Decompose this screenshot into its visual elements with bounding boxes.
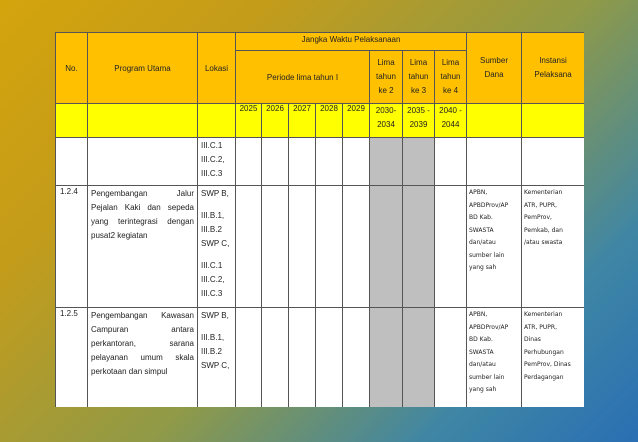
instansi-line: Kementerian — [524, 189, 563, 196]
cell-2029 — [343, 308, 370, 408]
row-lokasi — [198, 138, 236, 186]
cell-range-4 — [435, 186, 467, 308]
cell-2026 — [262, 308, 289, 408]
cell-2025 — [236, 138, 262, 186]
sumber-line: yang sah — [469, 386, 497, 393]
lokasi-gap — [201, 201, 235, 209]
cell-2029 — [343, 138, 370, 186]
sumber-line: APBDProv/AP — [469, 201, 509, 209]
cell-range-2 — [370, 308, 403, 408]
sumber-line: dan/atau — [469, 361, 496, 368]
header-sumber-dana — [467, 33, 522, 104]
row-sumber — [467, 186, 522, 308]
lokasi-line: SWP C, — [201, 239, 230, 248]
cell-2028 — [316, 308, 343, 408]
row-sumber — [467, 308, 522, 408]
instansi-line: ATR, PUPR, — [524, 323, 557, 331]
row-lokasi — [198, 308, 236, 408]
sumber-line: sumber lain — [469, 251, 505, 259]
header-jangka-waktu: Jangka Waktu Pelaksanaan — [236, 33, 467, 51]
range4-line1: 2040 - — [439, 106, 462, 115]
cell-2026 — [262, 186, 289, 308]
sumber-line: APBN, — [469, 311, 488, 318]
row-program: Pengembangan Kawasan Campuran antara perkantoran, sarana pelayanan umum skala perkotaan dan simpul — [88, 308, 198, 408]
lokasi-line: SWP B, — [201, 311, 229, 320]
cell-2027 — [289, 186, 316, 308]
header-lima-tahun-2 — [370, 51, 403, 104]
range2-line1: 2030- — [375, 106, 397, 115]
lima3-line1: Lima — [409, 58, 428, 67]
year-no-blank — [56, 104, 88, 138]
table-row — [56, 138, 585, 186]
range3-line1: 2035 - — [407, 106, 430, 115]
sumber-line: BD Kab. — [469, 214, 493, 221]
cell-2028 — [316, 186, 343, 308]
instansi-line: ATR, PUPR, — [524, 201, 557, 209]
cell-range-3 — [403, 138, 435, 186]
lima2-line2: tahun — [375, 72, 397, 81]
year-program-blank — [88, 104, 198, 138]
lokasi-line: III.C.2, — [201, 275, 225, 284]
row-no: 1.2.4 — [56, 186, 88, 308]
row-instansi — [522, 186, 585, 308]
row-lokasi — [198, 186, 236, 308]
header-lima-tahun-4 — [435, 51, 467, 104]
header-instansi-line1: Instansi — [539, 56, 567, 65]
sumber-line: dan/atau — [469, 239, 496, 246]
lima3-line3: ke 3 — [410, 86, 427, 95]
row-sumber — [467, 138, 522, 186]
instansi-line: PemProv, — [524, 214, 552, 221]
instansi-line: Perhubungan — [524, 348, 564, 356]
sumber-line: SWASTA — [469, 348, 494, 356]
instansi-line: Perdagangan — [524, 373, 564, 381]
header-lokasi: Lokasi — [198, 33, 236, 104]
lima4-line3: ke 4 — [442, 86, 459, 95]
header-sumber-line1: Sumber — [479, 56, 508, 65]
lima4-line1: Lima — [441, 58, 460, 67]
cell-2029 — [343, 186, 370, 308]
year-2025: 2025 — [236, 104, 262, 138]
lokasi-gap — [201, 323, 235, 331]
header-lima-tahun-3 — [403, 51, 435, 104]
range2-line2: 2034 — [377, 120, 395, 129]
range4-line2: 2044 — [441, 120, 460, 129]
header-instansi-line2: Pelaksana — [534, 70, 572, 79]
document-page — [55, 32, 584, 407]
sumber-line: sumber lain — [469, 373, 505, 381]
year-range-3 — [403, 104, 435, 138]
sumber-line: SWASTA — [469, 226, 494, 234]
range3-line2: 2039 — [409, 120, 428, 129]
header-instansi — [522, 33, 585, 104]
header-no: No. — [56, 33, 88, 104]
cell-2025 — [236, 186, 262, 308]
year-instansi-blank — [522, 104, 585, 138]
year-2028: 2028 — [316, 104, 343, 138]
row-instansi — [522, 308, 585, 408]
year-sumber-blank — [467, 104, 522, 138]
lokasi-line: III.C.3 — [201, 289, 223, 298]
lima2-line1: Lima — [377, 58, 395, 67]
year-2026: 2026 — [262, 104, 289, 138]
row-program: Pengembangan Jalur Pejalan Kaki dan sepeda yang terintegrasi dengan pusat2 kegiatan — [88, 186, 198, 308]
cell-range-2 — [370, 186, 403, 308]
header-sumber-line2: Dana — [484, 70, 504, 79]
lokasi-line: III.B.1, — [201, 333, 225, 342]
cell-range-3 — [403, 308, 435, 408]
lima2-line3: ke 2 — [378, 86, 394, 95]
cell-range-4 — [435, 308, 467, 408]
year-2027: 2027 — [289, 104, 316, 138]
lokasi-line: III.C.1 — [201, 141, 223, 150]
lokasi-line: III.C.1 — [201, 261, 223, 270]
table-row — [56, 308, 585, 408]
lokasi-line: III.C.3 — [201, 169, 223, 178]
year-2029: 2029 — [343, 104, 370, 138]
header-program: Program Utama — [88, 33, 198, 104]
cell-2025 — [236, 308, 262, 408]
instansi-line: Pemkab, dan — [524, 226, 563, 234]
lokasi-line: III.B.1, — [201, 211, 225, 220]
lokasi-line: III.C.2, — [201, 155, 225, 164]
sumber-line: BD Kab. — [469, 336, 493, 343]
cell-2026 — [262, 138, 289, 186]
row-instansi — [522, 138, 585, 186]
year-lokasi-blank — [198, 104, 236, 138]
lokasi-gap — [201, 251, 235, 259]
cell-range-2 — [370, 138, 403, 186]
sumber-line: APBDProv/AP — [469, 323, 509, 331]
instansi-line: Dinas — [524, 336, 541, 343]
instansi-line: Kementerian — [524, 311, 563, 318]
lokasi-line: SWP C, — [201, 361, 230, 370]
lokasi-line: III.B.2 — [201, 347, 222, 356]
row-program — [88, 138, 198, 186]
sumber-line: APBN, — [469, 189, 488, 196]
year-range-4 — [435, 104, 467, 138]
lokasi-line: III.B.2 — [201, 225, 222, 234]
instansi-line: PemProv, Dinas — [524, 361, 571, 368]
cell-2027 — [289, 138, 316, 186]
lima3-line2: tahun — [408, 72, 429, 81]
table-row — [56, 186, 585, 308]
cell-range-3 — [403, 186, 435, 308]
cell-range-4 — [435, 138, 467, 186]
row-no — [56, 138, 88, 186]
sumber-line: yang sah — [469, 264, 497, 271]
header-periode: Periode lima tahun I — [236, 51, 370, 104]
cell-2028 — [316, 138, 343, 186]
lokasi-line: SWP B, — [201, 189, 229, 198]
schedule-table — [55, 32, 584, 407]
lima4-line2: tahun — [440, 72, 461, 81]
cell-2027 — [289, 308, 316, 408]
row-no: 1.2.5 — [56, 308, 88, 408]
year-range-2 — [370, 104, 403, 138]
instansi-line: /atau swasta — [524, 239, 563, 246]
